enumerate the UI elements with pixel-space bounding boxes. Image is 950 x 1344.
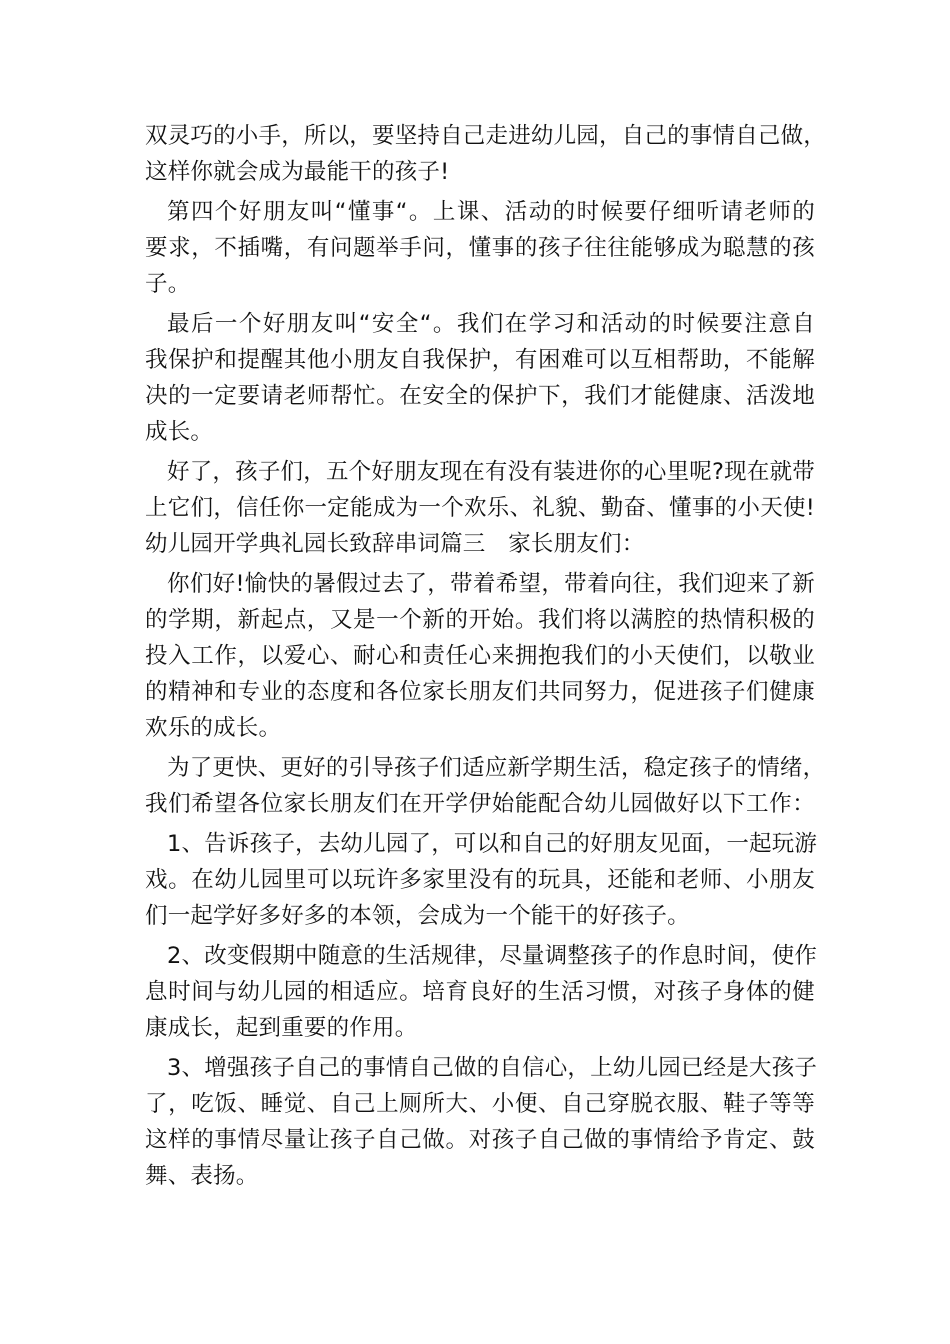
- text-line: 决的一定要请老师帮忙。在安全的保护下，我们才能健康、活泼地: [145, 383, 815, 409]
- text-line: 我们希望各位家长朋友们在开学伊始能配合幼儿园做好以下工作：: [145, 791, 815, 817]
- text-line: 上它们，信任你一定能成为一个欢乐、礼貌、勤奋、懂事的小天使!: [145, 495, 815, 521]
- section-heading: 幼儿园开学典礼园长致辞串词篇三 家长朋友们：: [145, 531, 645, 557]
- text-line: 为了更快、更好的引导孩子们适应新学期生活，稳定孩子的情绪，: [167, 755, 826, 781]
- text-line: 第四个好朋友叫“懂事“。上课、活动的时候要仔细听请老师的: [167, 199, 815, 225]
- text-line: 双灵巧的小手，所以，要坚持自己走进幼儿园，自己的事情自己做，: [145, 123, 827, 149]
- text-line: 舞、表扬。: [145, 1163, 259, 1189]
- text-line: 的精神和专业的态度和各位家长朋友们共同努力，促进孩子们健康: [145, 679, 815, 705]
- text-line: 欢乐的成长。: [145, 715, 282, 741]
- text-line: 我保护和提醒其他小朋友自我保护，有困难可以互相帮助，不能解: [145, 347, 815, 373]
- list-item-1: 1、告诉孩子，去幼儿园了，可以和自己的好朋友见面，一起玩游: [167, 831, 818, 857]
- text-line: 投入工作，以爱心、耐心和责任心来拥抱我们的小天使们，以敬业: [145, 643, 815, 669]
- text-line: 戏。在幼儿园里可以玩许多家里没有的玩具，还能和老师、小朋友: [145, 867, 815, 893]
- text-line: 子。: [145, 271, 191, 297]
- list-item-2: 2、改变假期中随意的生活规律，尽量调整孩子的作息时间，使作: [167, 943, 818, 969]
- text-line: 你们好!愉快的暑假过去了，带着希望，带着向往，我们迎来了新: [167, 571, 815, 597]
- text-line: 这样你就会成为最能干的孩子!: [145, 159, 450, 185]
- list-item-3: 3、增强孩子自己的事情自己做的自信心，上幼儿园已经是大孩子: [167, 1055, 818, 1081]
- text-line: 好了，孩子们，五个好朋友现在有没有装进你的心里呢?现在就带: [167, 459, 815, 485]
- text-line: 息时间与幼儿园的相适应。培育良好的生活习惯，对孩子身体的健: [145, 979, 815, 1005]
- text-line: 们一起学好多好多的本领，会成为一个能干的好孩子。: [145, 903, 690, 929]
- text-line: 要求，不插嘴，有问题举手问，懂事的孩子往往能够成为聪慧的孩: [145, 235, 815, 261]
- text-line: 康成长，起到重要的作用。: [145, 1015, 418, 1041]
- text-line: 最后一个好朋友叫“安全“。我们在学习和活动的时候要注意自: [167, 311, 815, 337]
- text-line: 这样的事情尽量让孩子自己做。对孩子自己做的事情给予肯定、鼓: [145, 1127, 815, 1153]
- text-line: 成长。: [145, 419, 214, 445]
- text-line: 的学期，新起点，又是一个新的开始。我们将以满腔的热情积极的: [145, 607, 815, 633]
- text-line: 了，吃饭、睡觉、自己上厕所大、小便、自己穿脱衣服、鞋子等等: [145, 1091, 815, 1117]
